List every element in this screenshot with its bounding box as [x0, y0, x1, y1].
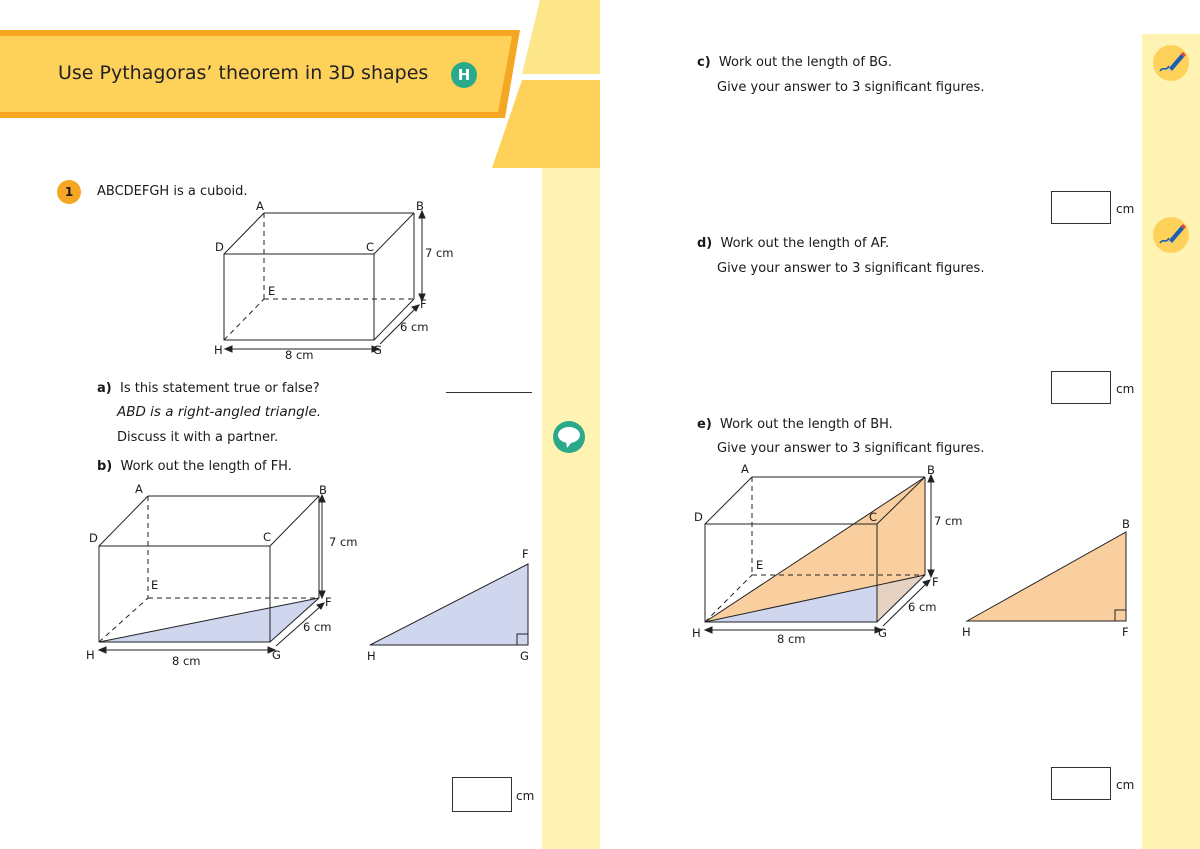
- vertex-label-c-1: C: [366, 240, 375, 254]
- part-d-unit: cm: [1116, 382, 1135, 396]
- length-label-3: 8 cm: [777, 632, 806, 646]
- vertex-label-c-3: C: [869, 510, 878, 524]
- part-b-letter: b): [97, 459, 113, 474]
- part-c-unit: cm: [1116, 202, 1135, 216]
- part-d-instruction: Give your answer to 3 significant figures.: [717, 261, 985, 276]
- part-a-letter: a): [97, 381, 112, 396]
- vertex-label-f-3: F: [932, 575, 939, 589]
- vertex-label-c-2: C: [263, 530, 272, 544]
- triangle-label-g: G: [520, 649, 529, 663]
- length-label-1: 8 cm: [285, 348, 314, 362]
- triangle-label-f-e: F: [1122, 625, 1129, 639]
- part-b-prompt: Work out the length of FH.: [120, 459, 292, 474]
- left-page-stripe: [542, 168, 600, 849]
- part-e-prompt: Work out the length of BH.: [720, 417, 893, 432]
- part-c-instruction: Give your answer to 3 significant figures.: [717, 80, 985, 95]
- triangle-label-b: B: [1122, 517, 1130, 531]
- part-c-prompt: Work out the length of BG.: [718, 55, 892, 70]
- part-e-answer-box[interactable]: [1051, 767, 1111, 800]
- vertex-label-f-2: F: [325, 595, 332, 609]
- part-c-prompt-row: [697, 55, 892, 70]
- vertex-label-e-2: E: [151, 578, 159, 592]
- length-label-2: 8 cm: [172, 654, 201, 668]
- question-number: 1: [64, 185, 74, 199]
- part-e-unit: cm: [1116, 778, 1135, 792]
- part-d-answer-box[interactable]: [1051, 371, 1111, 404]
- vertex-label-a-2: A: [135, 482, 143, 496]
- vertex-label-g-2: G: [272, 648, 281, 662]
- question-number-badge: [57, 180, 81, 204]
- vertex-label-b-3: B: [927, 463, 935, 477]
- cuboid-diagram-1: [200, 196, 450, 366]
- part-d-prompt: Work out the length of AF.: [720, 236, 890, 251]
- tier-badge-label: H: [457, 66, 471, 84]
- part-a-statement: ABD is a right-angled triangle.: [117, 404, 322, 420]
- part-c-answer-box[interactable]: [1051, 191, 1111, 224]
- height-label-3: 7 cm: [934, 514, 963, 528]
- vertex-label-d-2: D: [89, 531, 98, 545]
- right-page-stripe: [1142, 34, 1200, 849]
- cuboid-diagram-2: [80, 480, 350, 670]
- part-a-prompt: Is this statement true or false?: [119, 381, 320, 396]
- triangle-label-h-e: H: [962, 625, 971, 639]
- cuboid-diagram-3: [685, 462, 955, 642]
- part-a-answer-line[interactable]: [446, 392, 532, 393]
- vertex-label-b-1: B: [416, 199, 424, 213]
- pencil-icon-2: [1152, 216, 1190, 254]
- part-d-prompt-row: [697, 236, 889, 251]
- vertex-label-g-1: G: [373, 343, 382, 357]
- vertex-label-a-1: A: [256, 199, 264, 213]
- higher-tier-badge: [451, 62, 477, 88]
- part-e-letter: e): [697, 417, 712, 432]
- depth-label-2: 6 cm: [303, 620, 332, 634]
- height-label-1: 7 cm: [425, 246, 454, 260]
- triangle-label-f: F: [522, 547, 529, 561]
- part-b-unit: cm: [516, 789, 535, 803]
- vertex-label-e-3: E: [756, 558, 764, 572]
- vertex-label-b-2: B: [319, 483, 327, 497]
- page-corner-decoration: [492, 0, 600, 170]
- vertex-label-d-1: D: [215, 240, 224, 254]
- question-stem: ABCDEFGH is a cuboid.: [97, 184, 248, 199]
- page-title: Use Pythagoras’ theorem in 3D shapes: [58, 62, 429, 84]
- depth-label-3: 6 cm: [908, 600, 937, 614]
- triangle-fhg-diagram: [368, 560, 533, 650]
- part-e-prompt-row: [697, 417, 893, 432]
- part-c-letter: c): [697, 55, 711, 70]
- part-a-prompt-row: [97, 381, 320, 396]
- depth-label-1: 6 cm: [400, 320, 429, 334]
- part-b-answer-box[interactable]: [452, 777, 512, 812]
- part-d-letter: d): [697, 236, 713, 251]
- part-e-instruction: Give your answer to 3 significant figures.: [717, 441, 985, 456]
- triangle-label-h: H: [367, 649, 376, 663]
- vertex-label-h-3: H: [692, 626, 701, 640]
- vertex-label-e-1: E: [268, 284, 276, 298]
- vertex-label-a-3: A: [741, 462, 749, 476]
- vertex-label-h-2: H: [86, 648, 95, 662]
- height-label-2: 7 cm: [329, 535, 358, 549]
- part-b-prompt-row: [97, 459, 292, 474]
- speech-bubble-icon: [552, 420, 588, 454]
- pencil-icon: [1152, 44, 1190, 82]
- part-a-instruction: Discuss it with a partner.: [117, 430, 279, 445]
- vertex-label-g-3: G: [878, 626, 887, 640]
- triangle-bhf-diagram: [965, 528, 1130, 624]
- vertex-label-h-1: H: [214, 343, 223, 357]
- vertex-label-f-1: F: [420, 297, 427, 311]
- vertex-label-d-3: D: [694, 510, 703, 524]
